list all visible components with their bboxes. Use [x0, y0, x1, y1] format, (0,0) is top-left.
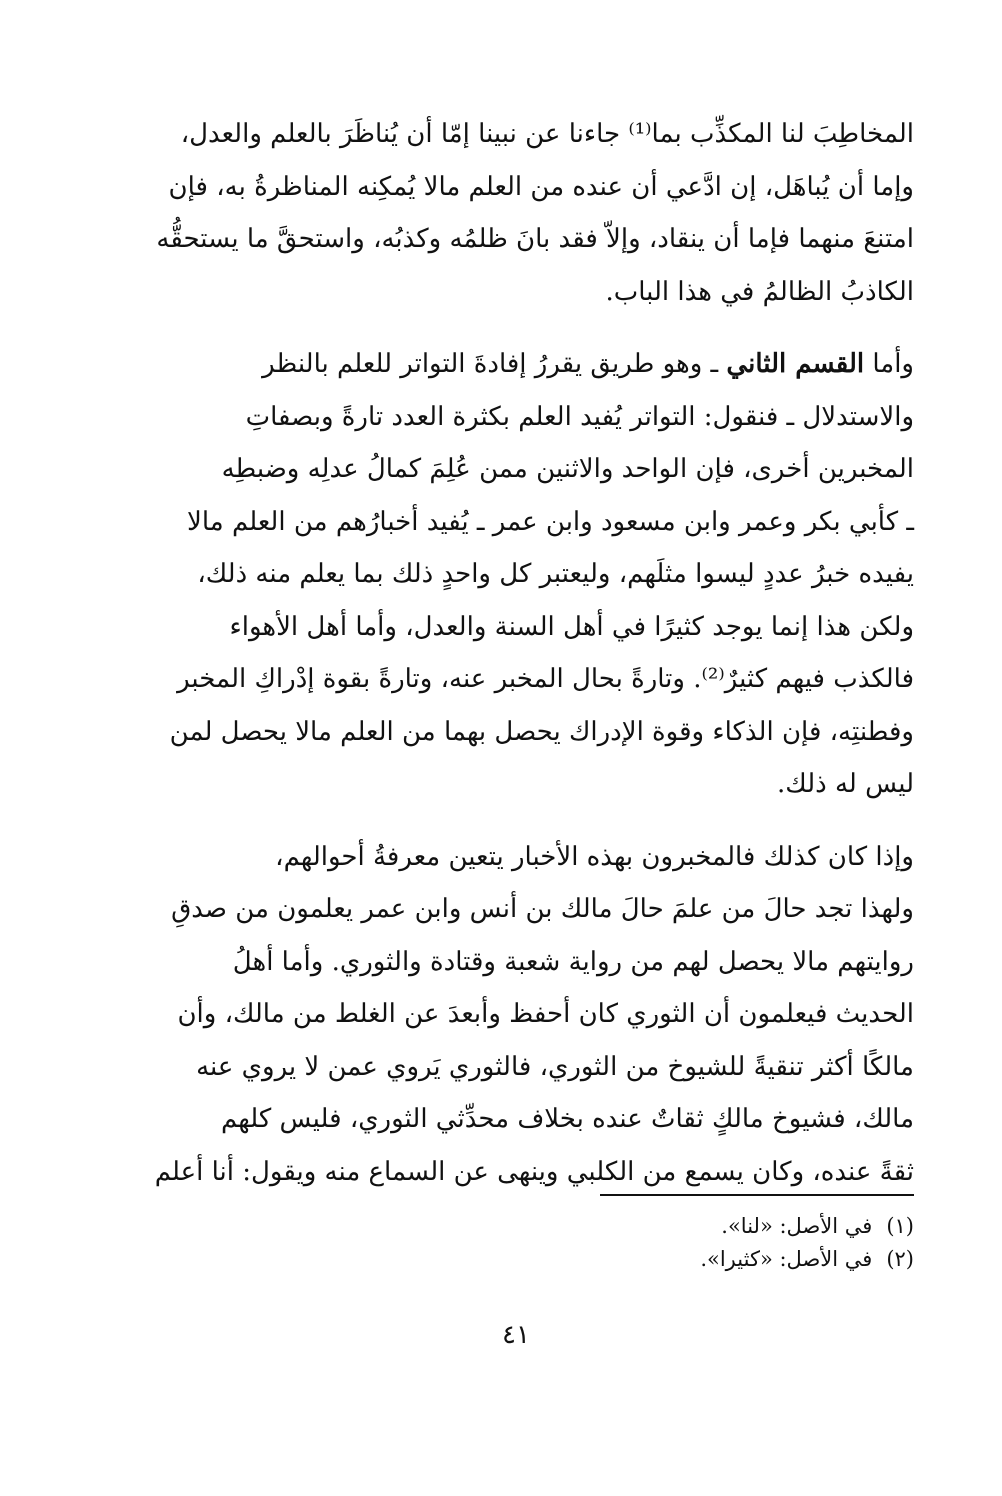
footnote-number: (١) — [886, 1214, 914, 1238]
text-line: الكاذبُ الظالمُ في هذا الباب. — [605, 276, 914, 307]
text-line: وإما أن يُباهَل، إن ادَّعي أن عنده من العلم مالا يُمكِنه المناظرةُ به، فإن — [168, 171, 914, 202]
text-line: مالكًا أكثر تنقيةً للشيوخ من الثوري، فالثوري يَروي عمن لا يروي عنه — [196, 1051, 914, 1082]
page-number: ٤١ — [502, 1320, 530, 1350]
text-line: والاستدلال ـ فنقول: التواتر يُفيد العلم بكثرة العدد تارةً وبصفاتِ — [245, 401, 914, 432]
text-line: يفيده خبرُ عددٍ ليسوا مثلَهم، وليعتبر كل واحدٍ ذلك بما يعلم منه ذلك، — [197, 559, 914, 589]
text-line: المخاطِبَ لنا المكذِّب بما⁽¹⁾ جاءنا عن نبينا إمّا أن يُناظَرَ بالعلم والعدل، — [180, 119, 914, 149]
footnote-separator — [600, 1194, 914, 1196]
page-content — [118, 108, 914, 1350]
footnote-number: (٢) — [886, 1247, 914, 1271]
text-line: فالكذب فيهم كثيرٌ⁽²⁾. وتارةً بحال المخبر عنه، وتارةً بقوة إدْراكِ المخبر — [177, 664, 914, 694]
text-line: وأما القسم الثاني ـ وهو طريق يقررُ إفادةَ التواتر للعلم بالنظر — [262, 349, 914, 379]
text-line: وإذا كان كذلك فالمخبرون بهذه الأخبار يتعين معرفةُ أحوالهم، — [275, 841, 914, 872]
text-line: ـ كأبي بكر وعمر وابن مسعود وابن عمر ـ يُفيد أخبارُهم من العلم مالا — [187, 506, 914, 537]
footnotes — [700, 1210, 914, 1276]
text-line: ليس له ذلك. — [777, 769, 914, 799]
paragraph — [118, 338, 914, 811]
text-line: روايتهم مالا يحصل لهم من رواية شعبة وقتادة والثوري. وأما أهلُ — [232, 946, 914, 977]
footnote-1 — [700, 1210, 914, 1243]
footnote-text: في الأصل: «لنا». — [721, 1214, 873, 1238]
text-line: مالك، فشيوخ مالكٍ ثقاتٌ عنده بخلاف محدِّثي الثوري، فليس كلهم — [220, 1104, 914, 1134]
paragraph — [118, 831, 914, 1199]
text-line: امتنعَ منهما فإما أن ينقاد، وإلاّ فقد بانَ ظلمُه وكذبُه، واستحقَّ ما يستحقُّه — [156, 224, 914, 254]
text-line: ولكن هذا إنما يوجد كثيرًا في أهل السنة والعدل، وأما أهل الأهواء — [229, 611, 914, 642]
footnote-2 — [700, 1243, 914, 1276]
body-text — [118, 108, 914, 1198]
text-line: الحديث فيعلمون أن الثوري كان أحفظ وأبعدَ عن الغلط من مالك، وأن — [177, 999, 914, 1029]
text-line: ولهذا تجد حالَ من علمَ حالَ مالك بن أنس وابن عمر يعلمون من صدقِ — [171, 894, 914, 924]
text-line: ثقةً عنده، وكان يسمع من الكلبي وينهى عن السماع منه ويقول: أنا أعلم — [154, 1156, 914, 1187]
text-line: المخبرين أخرى، فإن الواحد والاثنين ممن عُلِمَ كمالُ عدلِه وضبطِه — [221, 454, 914, 484]
text-line: وفطنتِه، فإن الذكاء وقوة الإدراك يحصل بهما من العلم مالا يحصل لمن — [169, 716, 914, 747]
paragraph — [118, 108, 914, 318]
bold-heading-text: القسم الثاني — [726, 349, 865, 379]
footnote-text: في الأصل: «كثيرا». — [700, 1247, 873, 1271]
